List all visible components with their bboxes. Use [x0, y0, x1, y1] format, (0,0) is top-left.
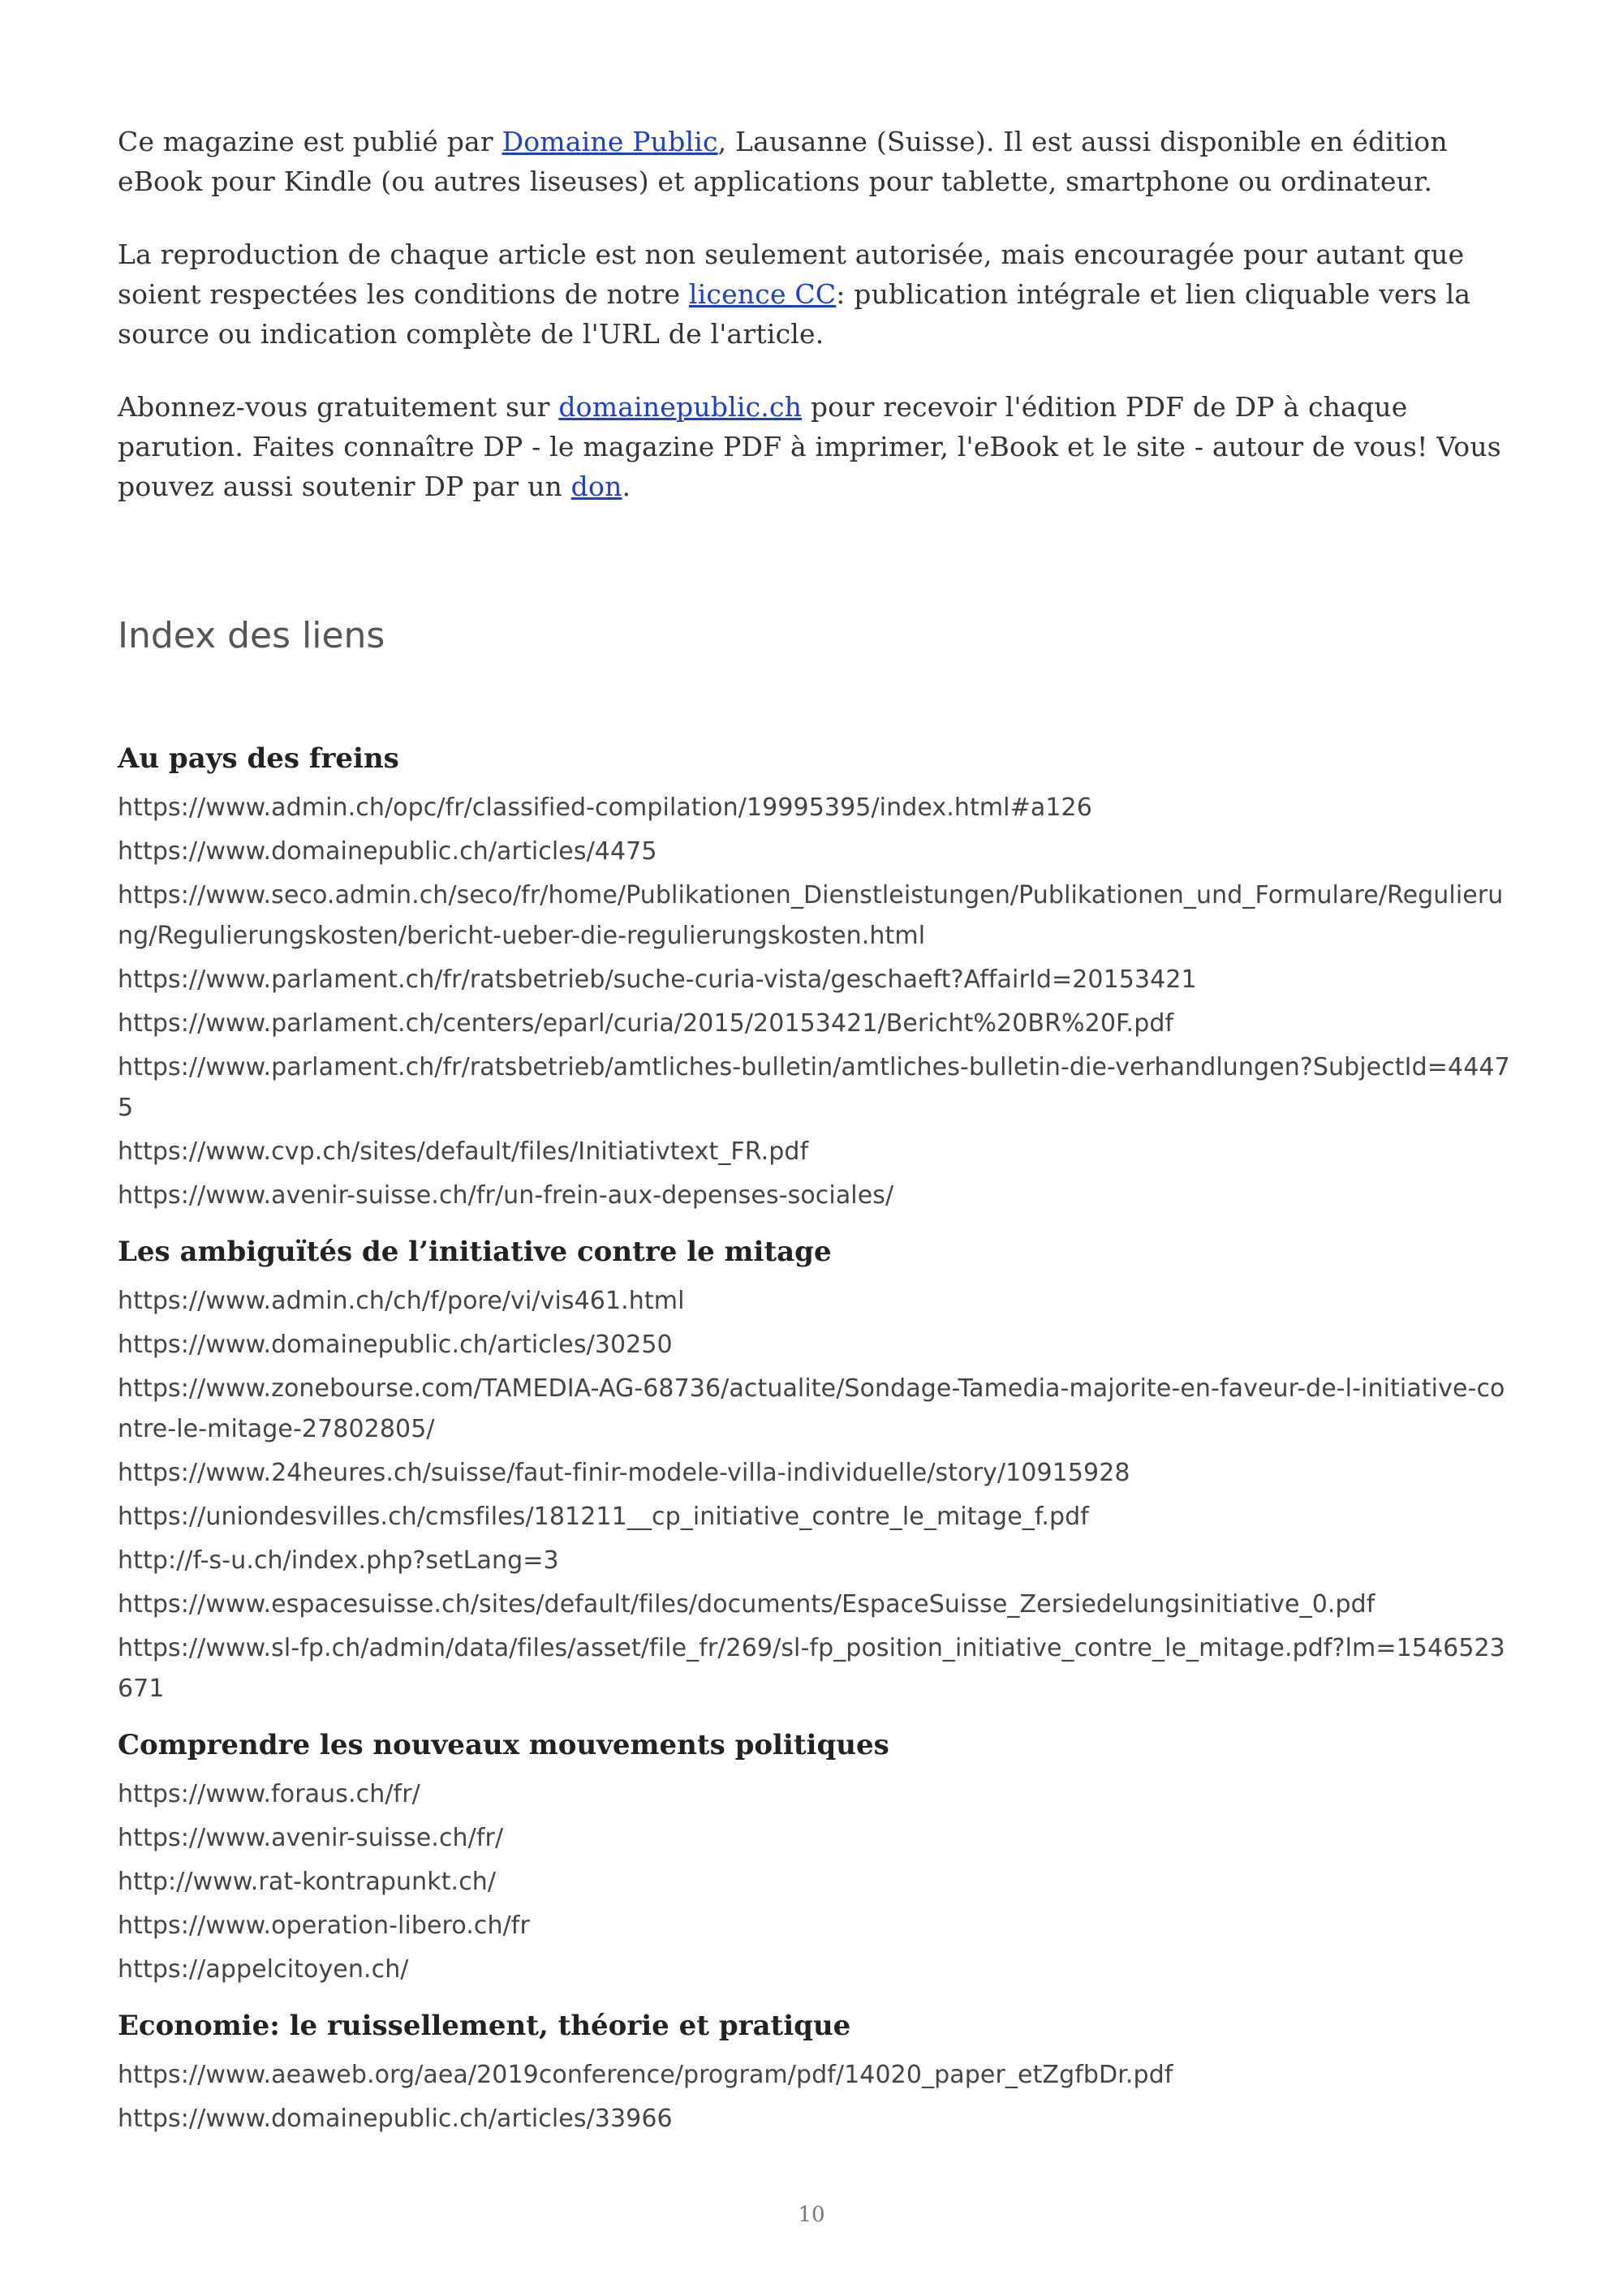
link-url[interactable]: https://www.seco.admin.ch/seco/fr/home/Publikationen_Dienstleistungen/Publikationen_und_Formulare/Regulierung/Regulierungskosten/bericht-ueber-die-regulierungskosten.html [118, 881, 1504, 950]
intro-paragraph-license [118, 234, 1518, 354]
link-url[interactable]: https://www.domainepublic.ch/articles/4475 [118, 837, 657, 866]
domainepublic-site-link[interactable]: domainepublic.ch [558, 391, 803, 423]
link-url[interactable]: https://www.cvp.ch/sites/default/files/Initiativtext_FR.pdf [118, 1137, 809, 1166]
section-title: Comprendre les nouveaux mouvements politiques [118, 1729, 889, 1761]
link-url[interactable]: https://www.sl-fp.ch/admin/data/files/asset/file_fr/269/sl-fp_position_initiative_contre_le_mitage.pdf?lm=1546523671 [118, 1634, 1505, 1703]
link-url[interactable]: https://www.admin.ch/ch/f/pore/vi/vis461.html [118, 1287, 685, 1315]
intro-paragraph-subscribe [118, 387, 1518, 506]
link-url[interactable]: https://www.parlament.ch/fr/ratsbetrieb/amtliches-bulletin/amtliches-bulletin-die-verhandlungen?SubjectId=44475 [118, 1053, 1510, 1122]
link-url[interactable]: https://www.avenir-suisse.ch/fr/un-frein-aux-depenses-sociales/ [118, 1181, 894, 1210]
link-url[interactable]: https://www.espacesuisse.ch/sites/default/files/documents/EspaceSuisse_Zersiedelungsinitiative_0.pdf [118, 1590, 1375, 1619]
section-title: Au pays des freins [118, 742, 399, 775]
link-url[interactable]: https://www.admin.ch/opc/fr/classified-compilation/19995395/index.html#a126 [118, 793, 1092, 822]
link-section [118, 1228, 1518, 1711]
link-url[interactable]: https://www.parlament.ch/centers/eparl/curia/2015/20153421/Bericht%20BR%20F.pdf [118, 1009, 1174, 1038]
intro-paragraph-publisher [118, 122, 1518, 201]
link-url[interactable]: http://f-s-u.ch/index.php?setLang=3 [118, 1546, 559, 1575]
intro-text: . [622, 471, 631, 502]
link-url[interactable]: https://www.aeaweb.org/aea/2019conference/program/pdf/14020_paper_etZgfbDr.pdf [118, 2061, 1173, 2089]
link-index [118, 734, 1518, 2151]
licence-cc-link[interactable]: licence CC [688, 278, 837, 310]
intro-text: pour recevoir l'édition PDF de DP à chaque parution. Faites connaître DP - le magazine PDF à imprimer, l'eBook et le site - autour de vous! Vous pouvez aussi soutenir DP par un [118, 391, 1501, 502]
domaine-public-link[interactable]: Domaine Public [502, 126, 718, 157]
link-url[interactable]: https://www.operation-libero.ch/fr [118, 1911, 530, 1940]
link-url[interactable]: https://www.avenir-suisse.ch/fr/ [118, 1824, 504, 1852]
index-title: Index des liens [118, 615, 385, 656]
link-url[interactable]: https://www.domainepublic.ch/articles/33966 [118, 2105, 673, 2133]
link-url[interactable]: https://www.24heures.ch/suisse/faut-finir-modele-villa-individuelle/story/10915928 [118, 1459, 1130, 1487]
link-url[interactable]: https://www.zonebourse.com/TAMEDIA-AG-68736/actualite/Sondage-Tamedia-majorite-en-faveur-de-l-initiative-contre-le-mitage-27802805/ [118, 1374, 1505, 1443]
intro-text: : publication intégrale et lien cliquable vers la source ou indication complète de l'URL de l'article. [118, 278, 1471, 350]
link-url[interactable]: https://www.foraus.ch/fr/ [118, 1780, 420, 1808]
intro-text: La reproduction de chaque article est non seulement autorisée, mais encouragée pour autant que soient respectées les conditions de notre [118, 239, 1465, 310]
link-url[interactable]: http://www.rat-kontrapunkt.ch/ [118, 1868, 497, 1896]
link-url[interactable]: https://www.domainepublic.ch/articles/30250 [118, 1331, 673, 1359]
link-section [118, 1721, 1518, 1992]
section-title: Les ambiguïtés de l’initiative contre le mitage [118, 1236, 832, 1268]
page-number: 10 [798, 2203, 825, 2227]
section-title: Economie: le ruissellement, théorie et pratique [118, 2010, 851, 2042]
link-section [118, 734, 1518, 1218]
intro-text: Ce magazine est publié par [118, 126, 502, 157]
donation-link[interactable]: don [570, 471, 622, 502]
intro-text: , Lausanne (Suisse). Il est aussi disponible en édition eBook pour Kindle (ou autres liseuses) et applications pour tablette, smartphone ou ordinateur. [118, 126, 1448, 197]
link-url[interactable]: https://uniondesvilles.ch/cmsfiles/181211__cp_initiative_contre_le_mitage_f.pdf [118, 1503, 1089, 1531]
link-url[interactable]: https://www.parlament.ch/fr/ratsbetrieb/suche-curia-vista/geschaeft?AffairId=20153421 [118, 965, 1197, 994]
link-section [118, 2001, 1518, 2141]
intro-text: Abonnez-vous gratuitement sur [118, 391, 559, 423]
link-url[interactable]: https://appelcitoyen.ch/ [118, 1955, 409, 1984]
